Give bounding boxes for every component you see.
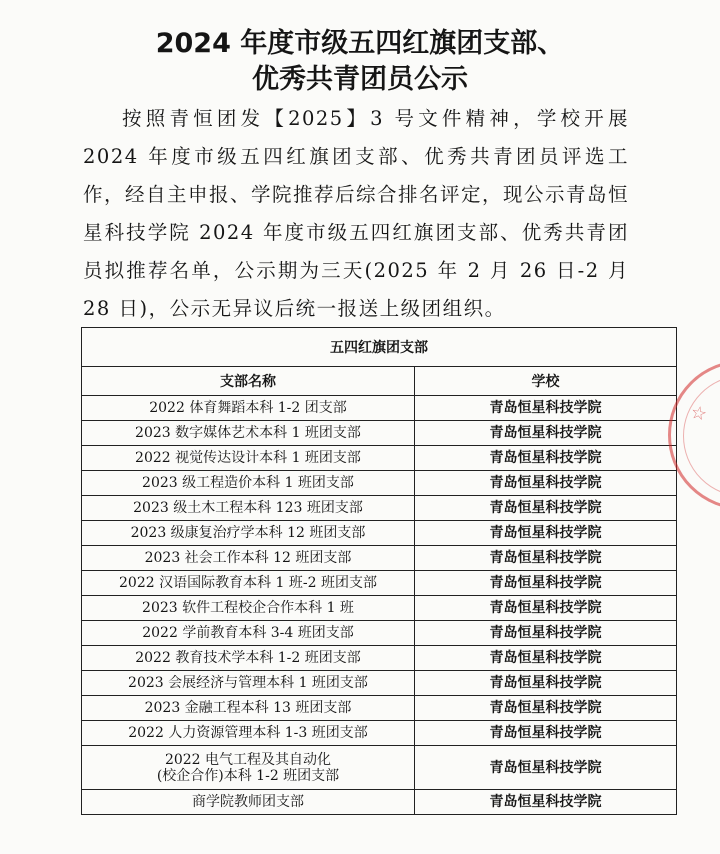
school-cell: 青岛恒星科技学院 xyxy=(415,496,677,521)
branch-name-cell: 2023 金融工程本科 13 班团支部 xyxy=(82,696,415,721)
branch-name-cell: 2022 汉语国际教育本科 1 班-2 班团支部 xyxy=(82,571,415,596)
document-title-line-2: 优秀共青团员公示 xyxy=(252,64,468,95)
school-cell: 青岛恒星科技学院 xyxy=(415,646,677,671)
table-caption: 五四红旗团支部 xyxy=(82,328,677,367)
table-row xyxy=(82,790,677,815)
branch-name-cell: 2023 会展经济与管理本科 1 班团支部 xyxy=(82,671,415,696)
branch-name-cell: 2023 数字媒体艺术本科 1 班团支部 xyxy=(82,421,415,446)
document-title-line-1: 2024 年度市级五四红旗团支部、 xyxy=(155,28,565,59)
school-cell: 青岛恒星科技学院 xyxy=(415,746,677,790)
table-row xyxy=(82,596,677,621)
branch-name-cell: 2023 级康复治疗学本科 12 班团支部 xyxy=(82,521,415,546)
school-cell: 青岛恒星科技学院 xyxy=(415,790,677,815)
header-branch-name: 支部名称 xyxy=(82,367,415,396)
branch-name-cell xyxy=(82,746,415,790)
table-row xyxy=(82,746,677,790)
table-row xyxy=(82,471,677,496)
school-cell: 青岛恒星科技学院 xyxy=(415,546,677,571)
branch-name-cell: 2023 级土木工程本科 123 班团支部 xyxy=(82,496,415,521)
table-row xyxy=(82,421,677,446)
school-cell: 青岛恒星科技学院 xyxy=(415,596,677,621)
branch-name-cell: 2022 人力资源管理本科 1-3 班团支部 xyxy=(82,721,415,746)
table-row xyxy=(82,621,677,646)
announcement-paragraph: 按照青恒团发【2025】3 号文件精神，学校开展 2024 年度市级五四红旗团支部、优秀共青团员评选工作，经自主申报、学院推荐后综合排名评定，现公示青岛恒星科技学院 2024 年度市级五四红旗团支部、优秀共青团员拟推荐名单，公示期为三天(2025 年 2 月 26 日-2 月 28 日)，公示无异议后统一报送上级团组织。 xyxy=(83,107,630,320)
table-row xyxy=(82,571,677,596)
school-cell: 青岛恒星科技学院 xyxy=(415,446,677,471)
school-cell: 青岛恒星科技学院 xyxy=(415,471,677,496)
table-row xyxy=(82,646,677,671)
branch-table xyxy=(81,327,677,815)
branch-name-line-2: (校企合作)本科 1-2 班团支部 xyxy=(156,767,340,784)
school-cell: 青岛恒星科技学院 xyxy=(415,721,677,746)
branch-name-cell: 2023 级工程造价本科 1 班团支部 xyxy=(82,471,415,496)
branch-name-line-1: 2022 电气工程及其自动化 xyxy=(164,751,332,768)
table-row xyxy=(82,521,677,546)
table-row xyxy=(82,396,677,421)
seal-inner-ring xyxy=(683,375,720,497)
seal-glyph-mark: ☆ xyxy=(685,401,713,426)
branch-name-cell: 2023 社会工作本科 12 班团支部 xyxy=(82,546,415,571)
branch-name-cell: 2022 体育舞蹈本科 1-2 团支部 xyxy=(82,396,415,421)
table-row xyxy=(82,696,677,721)
header-school: 学校 xyxy=(415,367,677,396)
school-cell: 青岛恒星科技学院 xyxy=(415,396,677,421)
table-row xyxy=(82,546,677,571)
table-row xyxy=(82,671,677,696)
school-cell: 青岛恒星科技学院 xyxy=(415,521,677,546)
school-cell: 青岛恒星科技学院 xyxy=(415,671,677,696)
branch-name-cell: 商学院教师团支部 xyxy=(82,790,415,815)
branch-name-cell: 2022 学前教育本科 3-4 班团支部 xyxy=(82,621,415,646)
table-row xyxy=(82,721,677,746)
school-cell: 青岛恒星科技学院 xyxy=(415,421,677,446)
branch-name-cell: 2022 视觉传达设计本科 1 班团支部 xyxy=(82,446,415,471)
school-cell: 青岛恒星科技学院 xyxy=(415,696,677,721)
branch-name-cell: 2022 教育技术学本科 1-2 班团支部 xyxy=(82,646,415,671)
school-cell: 青岛恒星科技学院 xyxy=(415,621,677,646)
branch-name-cell: 2023 软件工程校企合作本科 1 班 xyxy=(82,596,415,621)
school-cell: 青岛恒星科技学院 xyxy=(415,571,677,596)
table-row xyxy=(82,496,677,521)
table-row xyxy=(82,446,677,471)
